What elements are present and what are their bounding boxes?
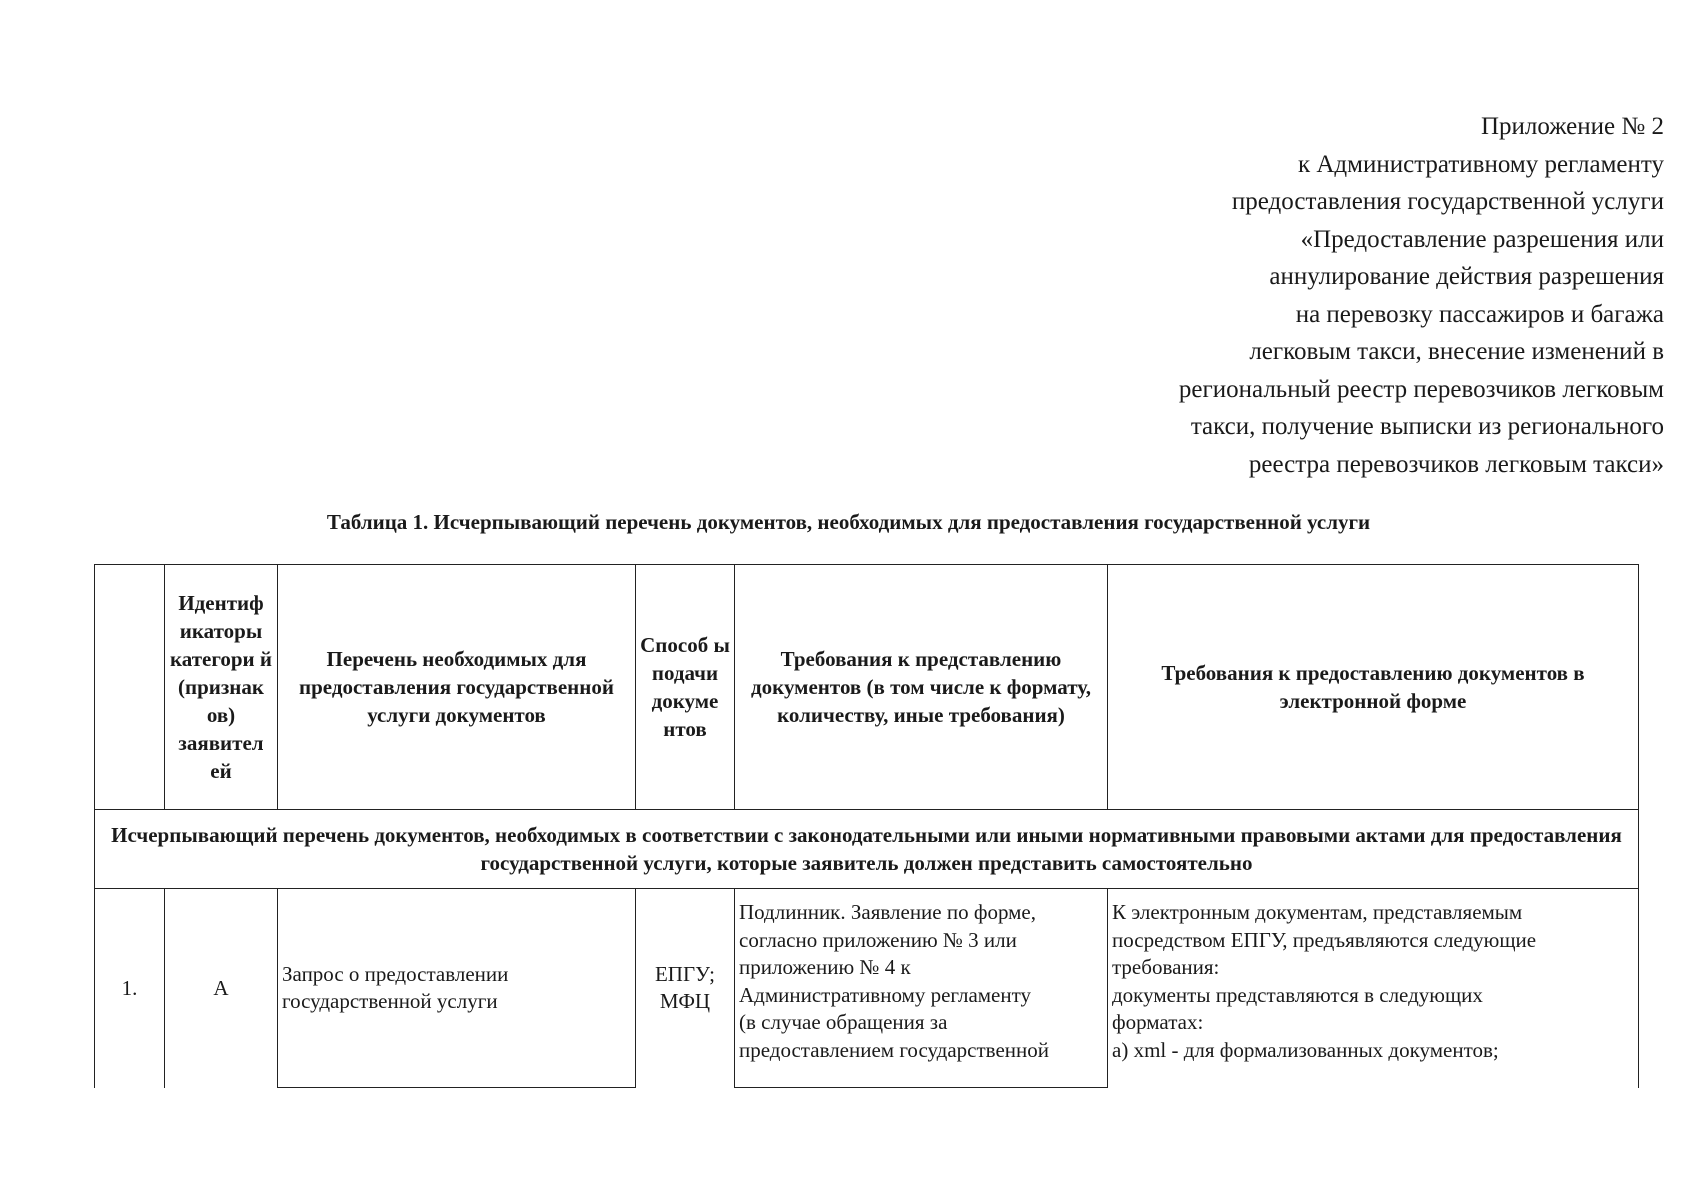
requirements-line: приложению № 4 к — [739, 955, 911, 979]
header-documents: Перечень необходимых для предоставления государственной услуги документов — [278, 565, 636, 810]
appendix-line: реестра перевозчиков легковым такси» — [1248, 450, 1664, 478]
electronic-line: К электронным документам, представляемым — [1112, 900, 1523, 924]
requirements-line: Административному регламенту — [739, 982, 1032, 1007]
electronic-line: документы представляются в следующих — [1112, 982, 1483, 1007]
table-row — [95, 889, 1639, 1088]
section-row — [95, 810, 1639, 889]
requirements-line: согласно приложению № 3 или — [739, 927, 1017, 952]
appendix-line: Приложение № 2 — [1480, 113, 1664, 140]
row-electronic — [1108, 889, 1639, 1088]
header-num — [95, 565, 165, 810]
electronic-line: форматах: — [1112, 1010, 1204, 1034]
appendix-line: на перевозку пассажиров и багажа — [1295, 300, 1664, 328]
requirements-line: Подлинник. Заявление по форме, — [739, 900, 1037, 924]
header-category: Идентиф икаторы категори й (признак ов) заявител ей — [165, 565, 278, 810]
header-method: Способ ы подачи докуме нтов — [636, 565, 735, 810]
requirements-line: предоставлением государственной — [739, 1037, 1050, 1062]
appendix-line: к Административному регламенту — [1297, 150, 1664, 178]
appendix-block — [984, 108, 1664, 483]
electronic-line: а) xml - для формализованных документов; — [1112, 1037, 1499, 1062]
appendix-line: такси, получение выписки из регионального — [1190, 413, 1664, 440]
row-category: А — [165, 889, 278, 1088]
appendix-line: «Предоставление разрешения или — [1300, 225, 1664, 253]
row-document: Запрос о предоставлении государственной услуги — [278, 889, 636, 1088]
electronic-line: посредством ЕПГУ, предъявляются следующие — [1112, 927, 1537, 952]
electronic-line: требования: — [1112, 955, 1220, 979]
documents-table — [94, 564, 1639, 1088]
requirements-line: (в случае обращения за — [739, 1010, 948, 1034]
appendix-line: легковым такси, внесение изменений в — [1249, 338, 1664, 365]
row-number: 1. — [95, 889, 165, 1088]
row-method: ЕПГУ; МФЦ — [636, 889, 735, 1088]
table-header-row — [95, 565, 1639, 810]
appendix-line: региональный реестр перевозчиков легковым — [1178, 375, 1664, 403]
section-title: Исчерпывающий перечень документов, необходимых в соответствии с законодательными или иными нормативными правовыми актами для предоставления государственной услуги, которые заявитель должен представить самостоятельно — [95, 810, 1639, 889]
row-requirements — [735, 889, 1108, 1088]
header-electronic: Требования к предоставлению документов в электронной форме — [1108, 565, 1639, 810]
appendix-line: предоставления государственной услуги — [1231, 188, 1664, 215]
appendix-line: аннулирование действия разрешения — [1269, 263, 1664, 290]
header-requirements: Требования к представлению документов (в том числе к формату, количеству, иные требования) — [735, 565, 1108, 810]
table-title: Таблица 1. Исчерпывающий перечень документов, необходимых для предоставления государственной услуги — [326, 510, 1371, 534]
